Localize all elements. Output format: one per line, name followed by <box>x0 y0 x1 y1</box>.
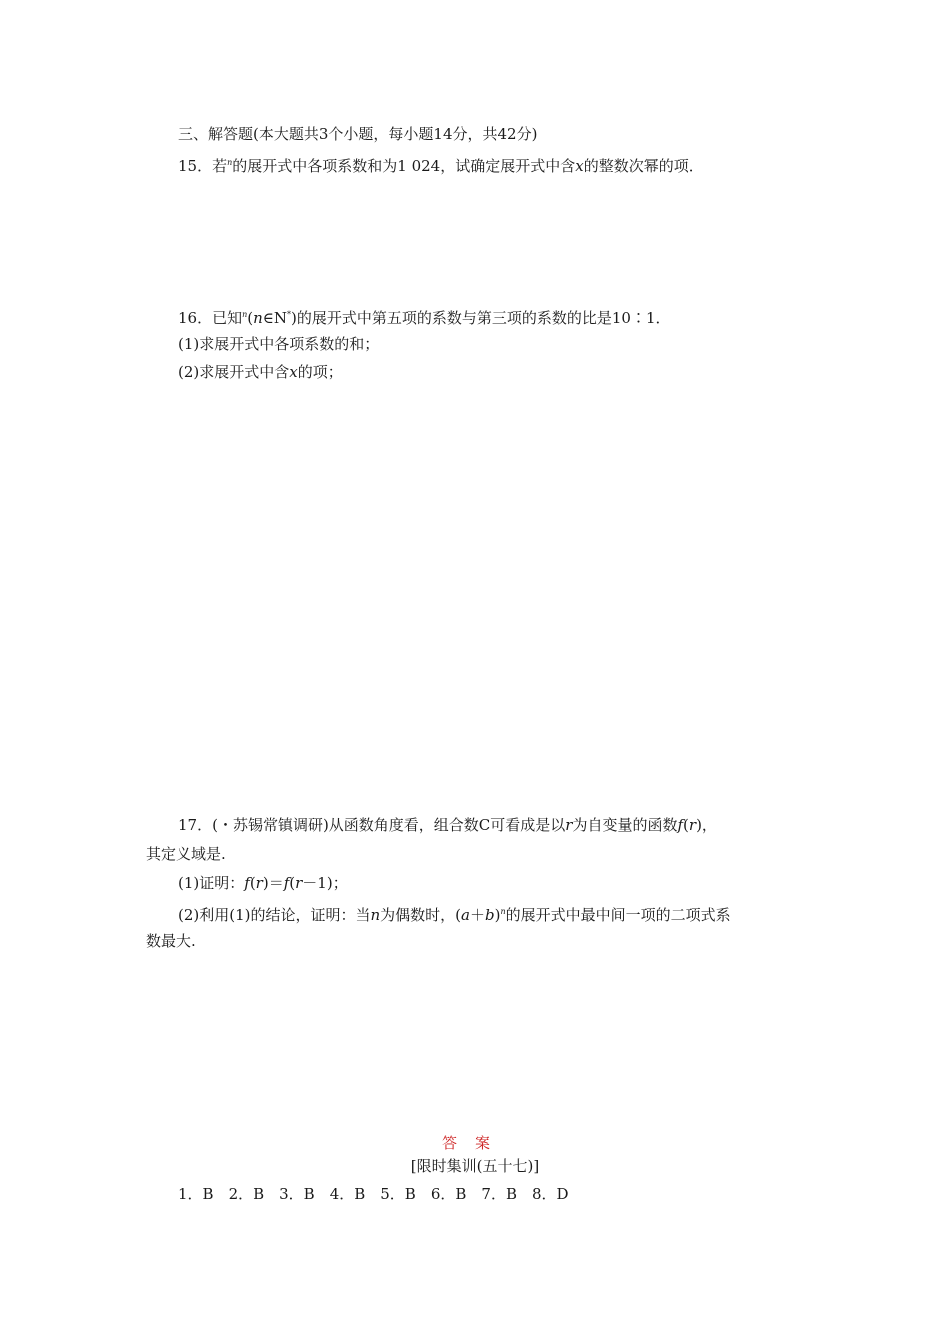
question-17-number: 17． <box>178 816 213 834</box>
question-17-text-a: (・苏锡常镇调研)从函数角度看，组合数C可看成是以 <box>212 816 566 834</box>
question-17-sub-1-text-b: ( <box>249 874 256 892</box>
question-15 <box>178 153 704 176</box>
question-15-exponent: n <box>227 158 233 167</box>
question-17-text-c: ( <box>683 816 689 834</box>
question-17-sub-2-plus: ＋ <box>469 906 485 924</box>
answer-title: 答案 <box>441 1134 508 1152</box>
question-17-sub-2-close: ) <box>494 906 501 924</box>
question-16-text-d: )的展开式中第五项的系数与第三项的系数的比是10∶1． <box>291 309 671 327</box>
question-17-sub-1-text-a: (1)证明： <box>178 874 245 892</box>
question-17 <box>178 815 717 835</box>
question-17-sub-1-r1: r <box>255 874 263 892</box>
question-16-sub-2-var: x <box>289 363 298 381</box>
question-17-sub-2-var-a: a <box>461 906 470 924</box>
question-17-sub-1-text-e: －1)； <box>302 874 348 892</box>
question-17-sub-1-text-d: ( <box>289 874 296 892</box>
question-17-sub-2-var-n: n <box>370 906 381 924</box>
question-15-text-a: 若 <box>212 157 228 175</box>
question-16-sub-1: (1)求展开式中各项系数的和； <box>178 335 380 353</box>
answer-choices: 1．B 2．B 3．B 4．B 5．B 6．B 7．B 8．D <box>178 1185 569 1203</box>
question-17-var-r: r <box>565 816 573 834</box>
answer-subtitle: [限时集训(五十七)] <box>410 1157 540 1175</box>
question-17-sub-1 <box>178 873 348 893</box>
question-17-sub-2-text-b: 为偶数时，( <box>380 906 462 924</box>
question-16-exponent: n <box>242 310 248 319</box>
question-16-sub-2-text-b: 的项； <box>297 363 343 381</box>
question-16 <box>178 305 671 328</box>
question-15-variable: x <box>575 157 584 175</box>
question-16-sub-2 <box>178 362 343 382</box>
question-15-text-b: 的展开式中各项系数和为1 024，试确定展开式中含 <box>232 157 576 175</box>
question-17-sub-2-exponent: n <box>500 907 506 916</box>
question-17-sub-2-text-c: 的展开式中最中间一项的二项式系 <box>505 906 731 924</box>
question-16-sub-2-text-a: (2)求展开式中含 <box>178 363 290 381</box>
question-17-line-2: 其定义域是. <box>146 845 226 863</box>
question-15-number: 15． <box>178 157 213 175</box>
question-17-sub-2-text-a: (2)利用(1)的结论，证明：当 <box>178 906 371 924</box>
section-heading: 三、解答题(本大题共3个小题，每小题14分，共42分) <box>178 125 538 143</box>
question-17-sub-1-r2: r <box>295 874 303 892</box>
question-16-number: 16． <box>178 309 213 327</box>
question-17-sub-2-line-2: 数最大. <box>146 932 196 950</box>
question-17-sub-1-text-c: )＝ <box>262 874 284 892</box>
question-16-star: * <box>287 310 292 319</box>
question-17-text-b: 为自变量的函数 <box>572 816 678 834</box>
question-16-text-b: ( <box>247 309 254 327</box>
question-17-sub-2 <box>178 902 731 925</box>
question-16-text-a: 已知 <box>212 309 243 327</box>
question-17-sub-1-f1: f <box>244 874 250 892</box>
question-16-var-n: n <box>253 309 263 327</box>
question-16-text-c: ∈N <box>262 309 288 327</box>
question-15-text-c: 的整数次幂的项． <box>583 157 704 175</box>
question-17-text-d: )， <box>696 816 717 834</box>
question-17-sub-2-var-b: b <box>485 906 495 924</box>
question-17-sub-1-f2: f <box>283 874 290 892</box>
question-17-var-r2: r <box>688 816 697 834</box>
question-17-var-f: f <box>677 816 684 834</box>
